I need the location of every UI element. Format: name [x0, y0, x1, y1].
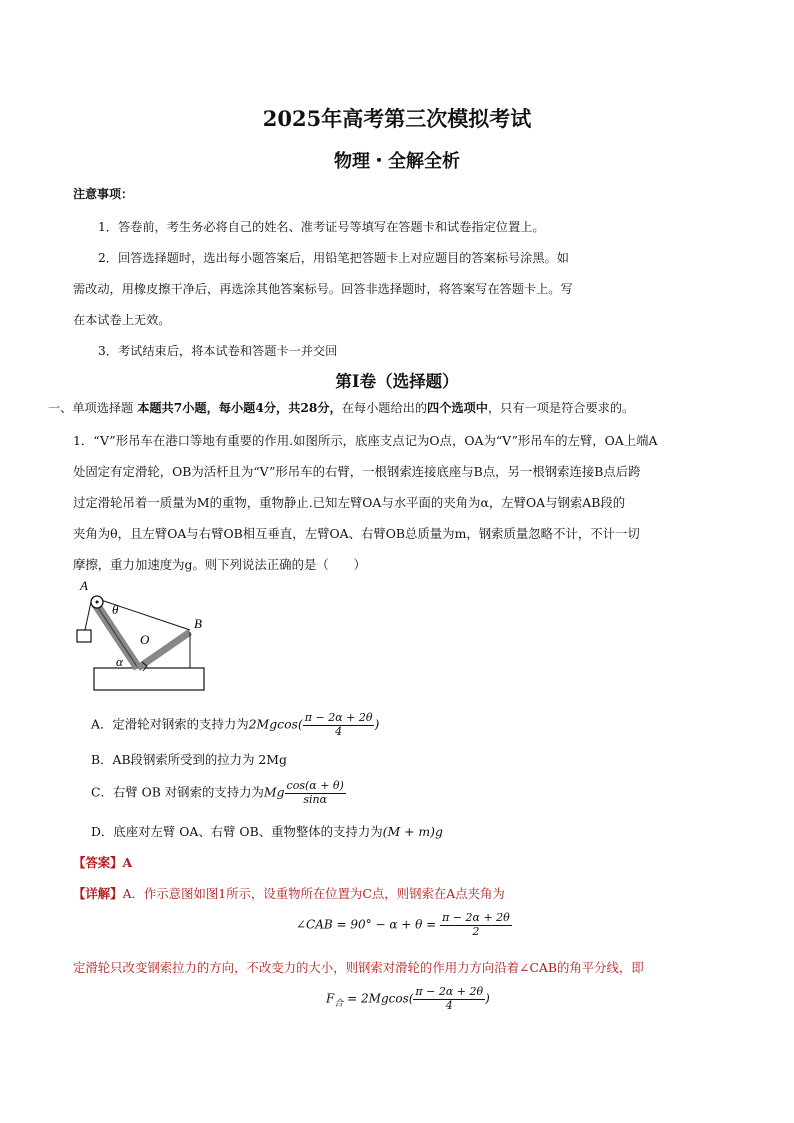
- option-c-denominator: sinα: [303, 792, 328, 806]
- formula-2-sub: 合: [334, 999, 344, 1010]
- option-c[interactable]: [91, 780, 346, 806]
- notice-item-1: 1．答卷前，考生务必将自己的姓名、准考证号等填写在答题卡和试卷指定位置上。: [98, 220, 545, 234]
- formula-1-denominator: 2: [472, 924, 480, 938]
- label-theta: θ: [112, 602, 119, 617]
- answer-label: 【答案】A: [73, 855, 133, 870]
- question-line-4: 夹角为θ，且左臂OA与右臂OB相互垂直，左臂OA、右臂OB总质量为m，钢索质量忽略不计，不计一切: [73, 526, 640, 541]
- formula-1-fraction: [440, 912, 512, 938]
- notice-item-2-line-3: 在本试卷上无效。: [73, 313, 171, 327]
- formula-1-numerator: π − 2α + 2θ: [442, 911, 510, 924]
- option-b[interactable]: [91, 750, 287, 768]
- formula-angle-cab: [296, 912, 512, 938]
- notice-item-2-line-2: 需改动，用橡皮擦干净后，再选涂其他答案标号。回答非选择题时，将答案写在答题卡上。写: [73, 282, 573, 296]
- option-c-numerator: cos(α + θ): [286, 779, 344, 792]
- option-a-denominator: 4: [335, 724, 343, 738]
- weight-icon: [77, 630, 91, 642]
- pulley-center: [96, 601, 99, 604]
- label-a: A: [80, 578, 88, 593]
- question-line-5: 摩擦，重力加速度为g。则下列说法正确的是（ ）: [73, 557, 366, 572]
- detail-label: 【详解】: [73, 886, 123, 901]
- option-a-text: A．定滑轮对钢索的支持力为: [91, 716, 249, 732]
- crane-figure: [70, 572, 220, 698]
- formula-2-denominator: 4: [445, 998, 453, 1012]
- formula-2-numerator: π − 2α + 2θ: [415, 985, 484, 998]
- rope-weight: [85, 602, 91, 630]
- detail-line-1-text: A．作示意图如图1所示，设重物所在位置为C点，则钢索在A点夹角为: [122, 886, 505, 901]
- notice-heading: 注意事项：: [73, 187, 134, 201]
- option-a-numerator: π − 2α + 2θ: [304, 711, 373, 724]
- notice-item-2-line-1: 2．回答选择题时，选出每小题答案后，用铅笔把答题卡上对应题目的答案标号涂黑。如: [98, 251, 569, 265]
- formula-resultant-force: [326, 986, 490, 1012]
- option-c-text: C．右臂 OB 对钢索的支持力为: [91, 784, 264, 800]
- section-intro-mid: 在每小题给出的: [341, 401, 428, 415]
- option-a-fraction: [303, 712, 375, 738]
- option-a-close: ): [374, 716, 380, 732]
- section-intro-bold: 本题共7小题，每小题4分，共28分，: [137, 401, 342, 415]
- section-intro-suffix: ，只有一项是符合要求的。: [487, 401, 635, 415]
- option-d-expr: (M + m)g: [382, 824, 443, 839]
- option-d-text: D．底座对左臂 OA、右臂 OB、重物整体的支持力为: [91, 824, 383, 839]
- formula-1-left: ∠CAB = 90° − α + θ =: [296, 917, 437, 932]
- formula-2-left: F: [326, 991, 335, 1006]
- option-d[interactable]: [91, 822, 443, 840]
- question-line-3: 过定滑轮吊着一质量为M的重物，重物静止.已知左臂OA与水平面的夹角为α，左臂OA与钢索AB段的: [73, 495, 626, 510]
- page-subtitle: 物理・全解全析: [334, 151, 460, 172]
- formula-2-mid: = 2Mgcos(: [343, 991, 414, 1006]
- page-title: 2025年高考第三次模拟考试: [262, 106, 532, 131]
- label-o: O: [140, 632, 150, 647]
- option-b-text: B．AB段钢索所受到的拉力为 2Mg: [91, 752, 287, 767]
- option-c-fraction: [285, 780, 346, 806]
- detail-line-1: [73, 884, 505, 902]
- section-intro: [48, 399, 634, 416]
- detail-line-2: 定滑轮只改变钢索拉力的方向，不改变力的大小，则钢索对滑轮的作用力方向沿着∠CAB的角平分线，即: [73, 960, 644, 975]
- section-intro-prefix: 一、单项选择题: [48, 401, 134, 415]
- label-b: B: [194, 616, 202, 631]
- label-alpha: α: [116, 654, 123, 669]
- question-line-2: 处固定有定滑轮，OB为活杆且为“V”形吊车的右臂，一根钢索连接底座与B点，另一根钢索连接B点后跨: [73, 464, 641, 479]
- formula-2-close: ): [485, 991, 490, 1006]
- option-a[interactable]: [91, 712, 379, 738]
- option-a-expr: 2Mgcos(: [248, 716, 303, 732]
- notice-item-3: 3．考试结束后，将本试卷和答题卡一并交回: [98, 344, 338, 358]
- option-c-expr: Mg: [263, 784, 285, 800]
- formula-2-fraction: [413, 986, 485, 1012]
- question-line-1: 1．“V”形吊车在港口等地有重要的作用.如图所示，底座支点记为O点，OA为“V”形吊车的左臂，OA上端A: [73, 433, 658, 448]
- section-title: 第Ⅰ卷（选择题）: [335, 372, 459, 391]
- section-intro-bold2: 四个选项中: [427, 401, 488, 415]
- crane-base: [94, 668, 204, 690]
